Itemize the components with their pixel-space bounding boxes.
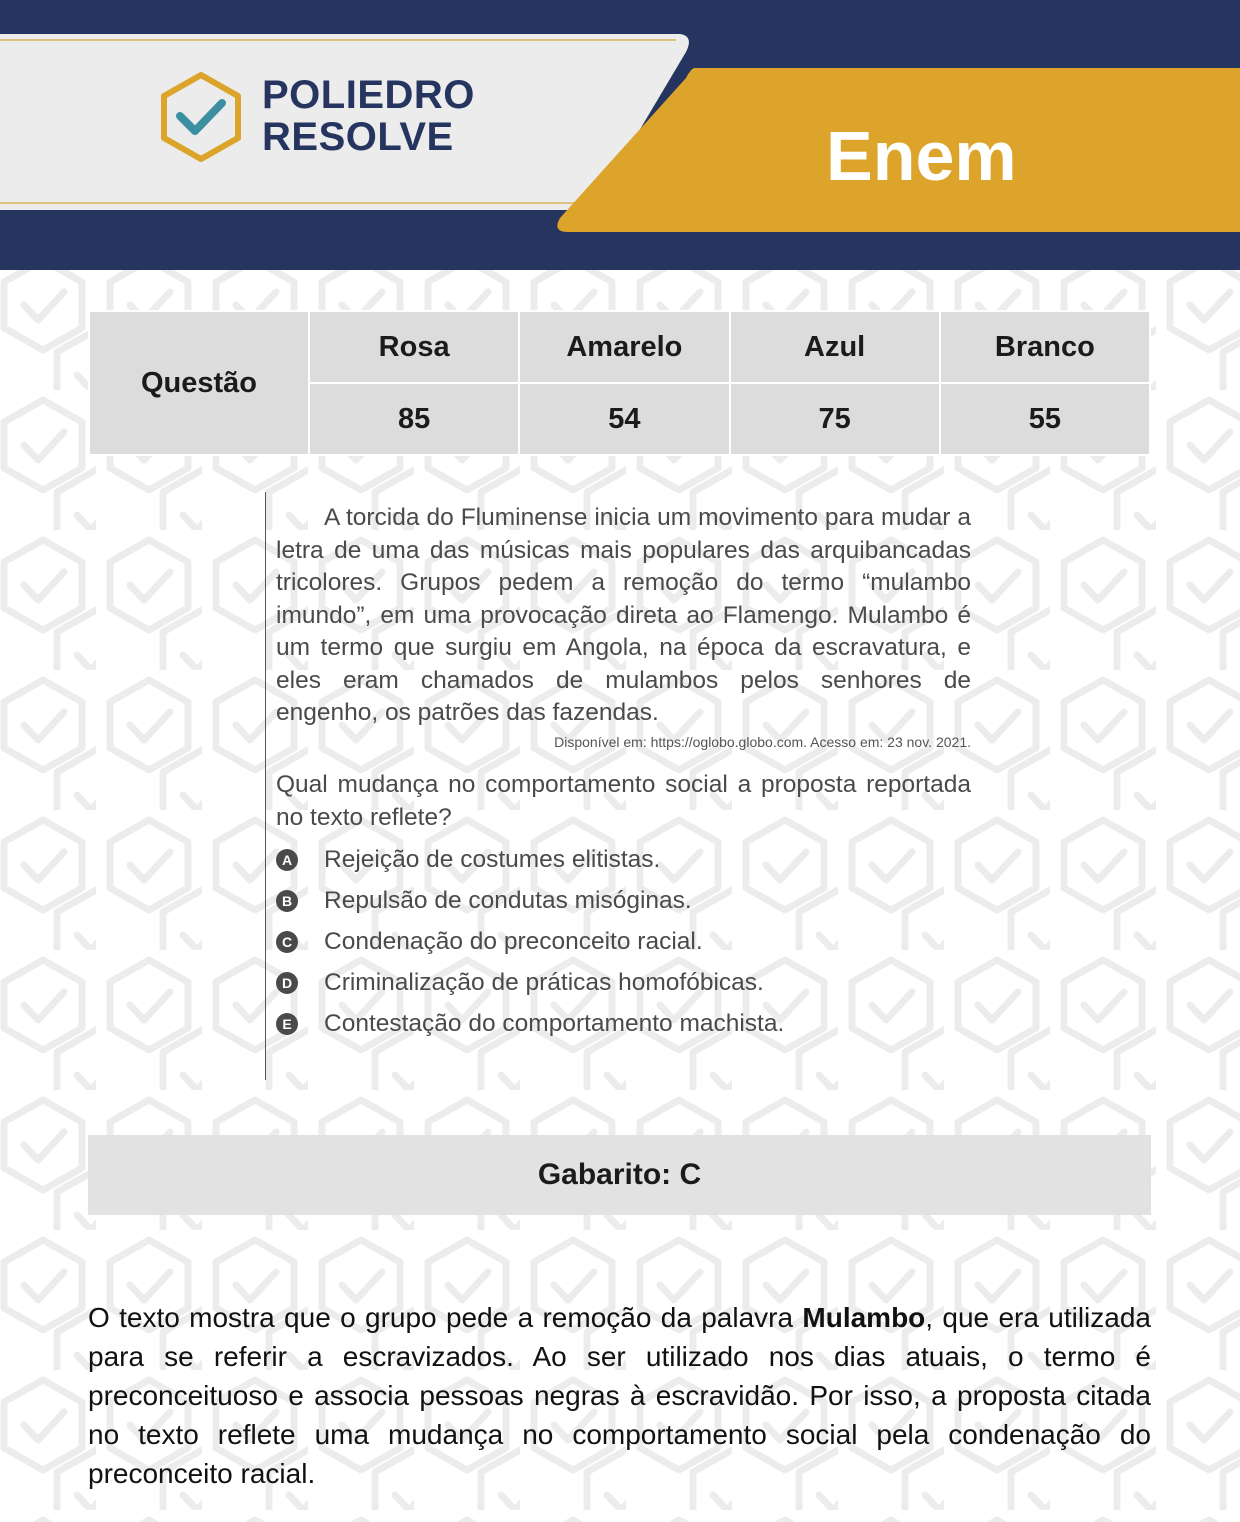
option-text: Rejeição de costumes elitistas. (324, 846, 661, 873)
brand-line-2: RESOLVE (262, 115, 454, 159)
brand-line-1: POLIEDRO (262, 73, 475, 117)
question-number-table (88, 310, 1151, 456)
question-block (265, 492, 971, 1080)
question-prompt: Qual mudança no comportamento social a proposta reportada no texto reflete? (276, 770, 971, 831)
brand-logo-text (262, 74, 475, 158)
answer-key: Gabarito: C (88, 1135, 1151, 1215)
column-header-branco: Branco (940, 311, 1150, 383)
exam-title: Enem (826, 117, 1017, 195)
passage-source: Disponível em: https://oglobo.globo.com. Acesso em: 23 nov. 2021. (554, 733, 971, 750)
option-letter-b-icon: B (276, 890, 298, 912)
column-header-azul: Azul (730, 311, 940, 383)
option-text: Repulsão de condutas misóginas. (324, 887, 692, 914)
option-letter-a-icon: A (276, 849, 298, 871)
table-row-header: Questão (89, 311, 309, 455)
explanation-highlight: Mulambo (802, 1302, 926, 1333)
explanation-text (88, 1298, 1151, 1493)
option-a (276, 840, 971, 881)
question-number-amarelo: 54 (519, 383, 729, 455)
option-letter-e-icon: E (276, 1013, 298, 1035)
option-text: Criminalização de práticas homofóbicas. (324, 969, 764, 996)
option-text: Condenação do preconceito racial. (324, 928, 703, 955)
explanation-part-1: O texto mostra que o grupo pede a remoção da palavra (88, 1302, 803, 1333)
question-number-azul: 75 (730, 383, 940, 455)
option-c (276, 922, 971, 963)
question-passage: A torcida do Fluminense inicia um movimento para mudar a letra de uma das músicas mais populares das arquibancadas tricolores. Grupos pedem a remoção do termo “mulambo imundo”, em uma provocação direta ao Flamengo. Mulambo é um termo que surgiu em Angola, na época da escravatura, e eles eram chamados de mulambos pelos senhores de engenho, os patrões das fazendas. (276, 504, 971, 726)
question-number-branco: 55 (940, 383, 1150, 455)
column-header-rosa: Rosa (309, 311, 519, 383)
option-text: Contestação do comportamento machista. (324, 1010, 785, 1037)
question-number-rosa: 85 (309, 383, 519, 455)
option-letter-d-icon: D (276, 972, 298, 994)
check-hexagon-icon (156, 70, 246, 164)
column-header-amarelo: Amarelo (519, 311, 729, 383)
page-header (0, 0, 1240, 270)
explanation-part-2: , que era utilizada para se referir a escravizados. Ao ser utilizado nos dias atuais, o termo é preconceituoso e associa pessoas negras à escravidão. Por isso, a proposta citada no texto reflete uma mudança no comportamento social pela condenação do preconceito racial. (88, 1302, 1151, 1489)
option-letter-c-icon: C (276, 931, 298, 953)
option-d (276, 963, 971, 1004)
option-b (276, 881, 971, 922)
answer-options (276, 840, 971, 1045)
option-e (276, 1004, 971, 1045)
